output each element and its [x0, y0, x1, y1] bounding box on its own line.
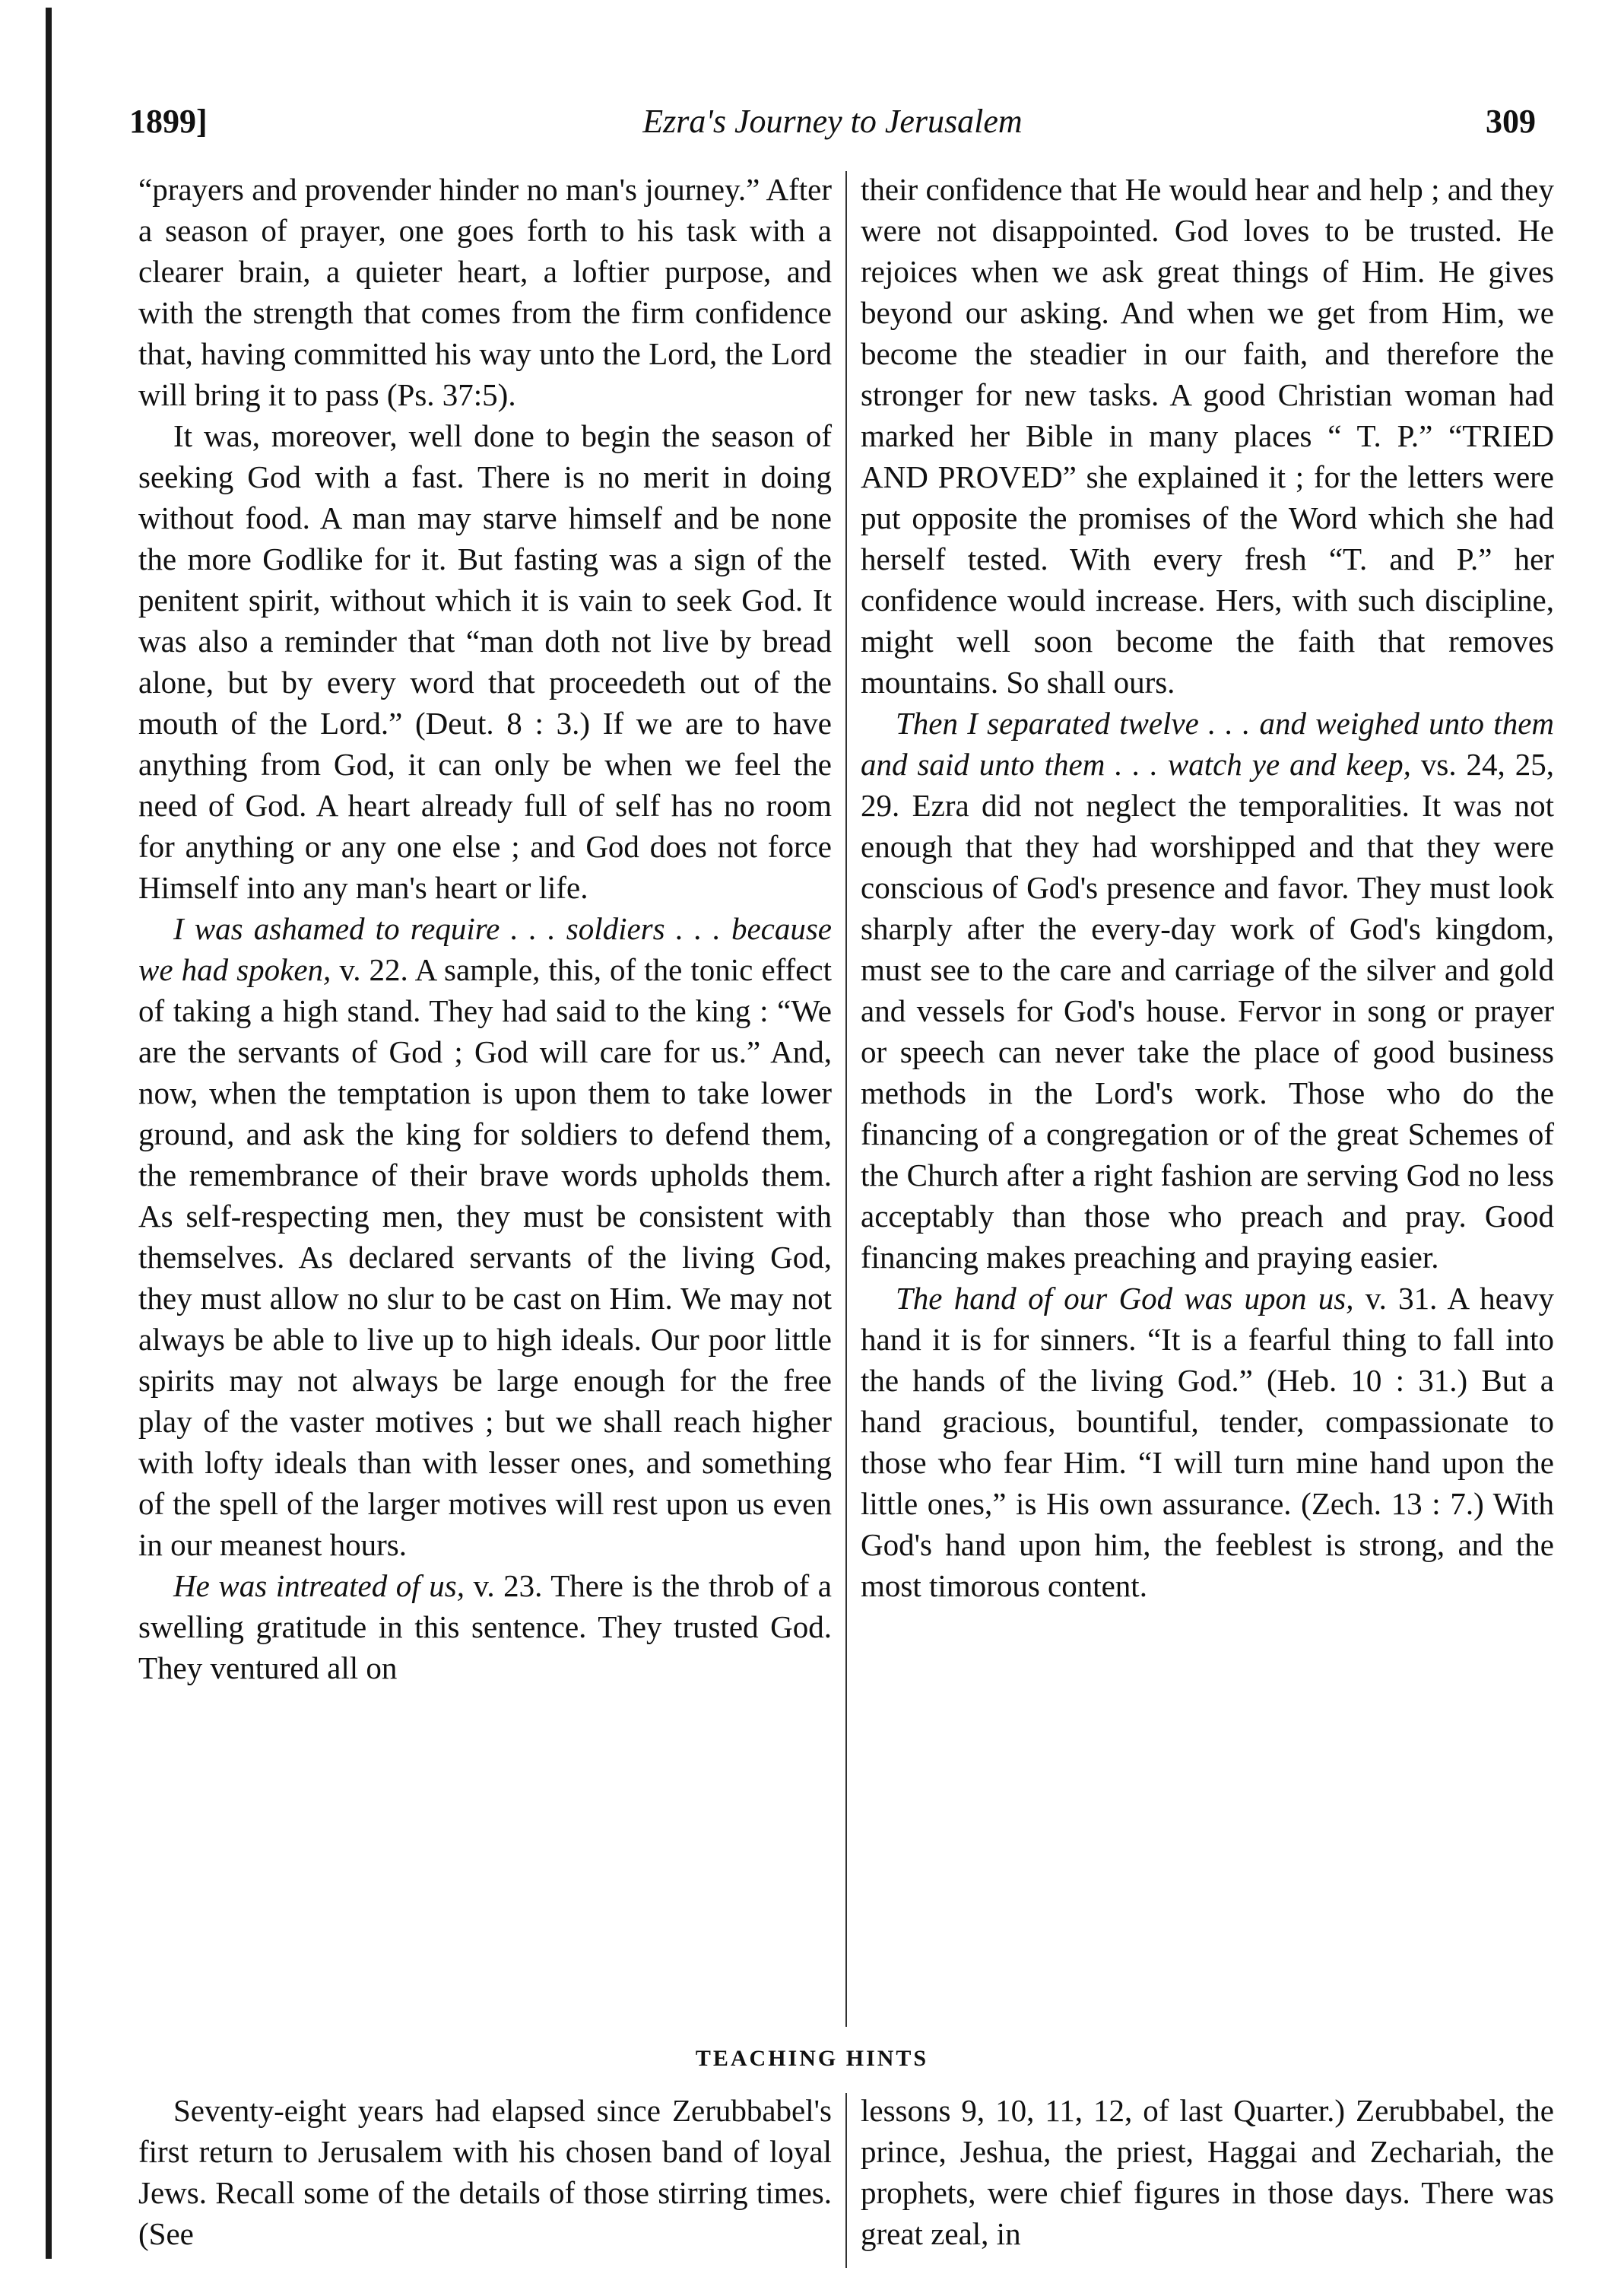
- paragraph-body: v. 31. A heavy hand it is for sinners. “It is a fearful thing to fall into the hands of the living God.” (Heb. 10 : 31.) But a hand gracious, bountiful, tender, compassionate to those who fear Him. “I will turn mine hand upon the little ones,” is His own assurance. (Zech. 13 : 7.) With God's hand upon him, the feeblest is strong, and the most timorous content.: [861, 1281, 1554, 1603]
- right-paragraph-3: [861, 1278, 1554, 1606]
- scripture-lead: He was intreated of us,: [173, 1568, 465, 1603]
- scripture-lead: The hand of our God was upon us,: [896, 1281, 1354, 1316]
- teaching-hints-divider: [845, 2093, 847, 2268]
- header-year: 1899]: [129, 103, 208, 140]
- right-column: [861, 169, 1554, 2025]
- page-number: 309: [1486, 103, 1536, 140]
- paragraph-body: v. 22. A sample, this, of the tonic effect of taking a high stand. They had said to the king : “We are the servants of God ; God will care for us.” And, now, when the temptation is upon them to take lower ground, and ask the king for soldiers to defend them, the remembrance of their brave words upholds them. As self-respecting men, they must be consistent with themselves. As declared servants of the living God, they must allow no slur to be cast on Him. We may not always be able to live up to high ideals. Our poor little spirits may not always be large enough for the free play of the vaster motives ; but we shall reach higher with lofty ideals than with lesser ones, and something of the spell of the larger motives will rest upon us even in our meanest hours.: [138, 952, 832, 1562]
- paragraph-body: vs. 24, 25, 29. Ezra did not neglect the temporalities. It was not enough that they had worshipped and that they were conscious of God's presence and favor. They must look sharply after the every-day work of God's kingdom, must see to the care and carriage of the silver and gold and vessels for God's house. Fervor in song or prayer or speech can never take the place of good business methods in the Lord's work. Those who do the financing of a congregation or of the great Schemes of the Church after a right fashion are serving God no less acceptably than those who preach and pray. Good financing makes preaching and praying easier.: [861, 747, 1554, 1275]
- teaching-hints-heading: TEACHING HINTS: [695, 2046, 929, 2071]
- page-edge-rule: [46, 8, 52, 2259]
- teaching-hints-left: [138, 2090, 832, 2272]
- column-divider: [845, 171, 847, 2027]
- left-paragraph-4: [138, 1565, 832, 1688]
- teaching-hints-right: [861, 2090, 1554, 2272]
- right-paragraph-2: [861, 703, 1554, 1278]
- left-paragraph-3: [138, 908, 832, 1565]
- left-paragraph-2: It was, moreover, well done to begin the season of seeking God with a fast. There is no merit in doing without food. A man may starve himself and be none the more Godlike for it. But fasting was a sign of the penitent spirit, without which it is vain to seek God. It was also a reminder that “man doth not live by bread alone, but by every word that proceedeth out of the mouth of the Lord.” (Deut. 8 : 3.) If we are to have anything from God, it can only be when we feel the need of God. A heart already full of self has no room for anything or any one else ; and God does not force Himself into any man's heart or life.: [138, 418, 832, 905]
- teaching-hints-paragraph-cont: lessons 9, 10, 11, 12, of last Quarter.) Zerubbabel, the prince, Jeshua, the priest, Haggai and Zechariah, the prophets, were chief figures in those days. There was great zeal, in: [861, 2093, 1554, 2251]
- page-header: [129, 91, 1536, 152]
- left-paragraph-1: “prayers and provender hinder no man's journey.” After a season of prayer, one goes forth to his task with a clearer brain, a quieter heart, a loftier purpose, and with the strength that comes from the firm confidence that, having committed his way unto the Lord, the Lord will bring it to pass (Ps. 37:5).: [138, 172, 832, 412]
- running-title: Ezra's Journey to Jerusalem: [642, 103, 1023, 140]
- left-column: [138, 169, 832, 2025]
- paragraph-body: v. 23. There is the throb of a swelling gratitude in this sentence. They trusted God. They ventured all on: [138, 1568, 832, 1685]
- scripture-lead: Then I separated twelve . . . and weighed unto them and said unto them . . . watch ye and keep,: [861, 706, 1554, 782]
- scripture-lead: I was ashamed to require . . . soldiers . . . because we had spoken,: [138, 911, 832, 987]
- teaching-hints-paragraph: Seventy-eight years had elapsed since Zerubbabel's first return to Jerusalem with his chosen band of loyal Jews. Recall some of the details of those stirring times. (See: [138, 2093, 832, 2251]
- right-paragraph-1: their confidence that He would hear and help ; and they were not disappointed. God loves to be trusted. He rejoices when we ask great things of Him. He gives beyond our asking. And when we get from Him, we become the steadier in our faith, and therefore the stronger for new tasks. A good Christian woman had marked her Bible in many places “ T. P.” “TRIED AND PROVED” she explained it ; for the letters were put opposite the promises of the Word which she had herself tested. With every fresh “T. and P.” her confidence would increase. Hers, with such discipline, might well soon become the faith that removes mountains. So shall ours.: [861, 172, 1554, 700]
